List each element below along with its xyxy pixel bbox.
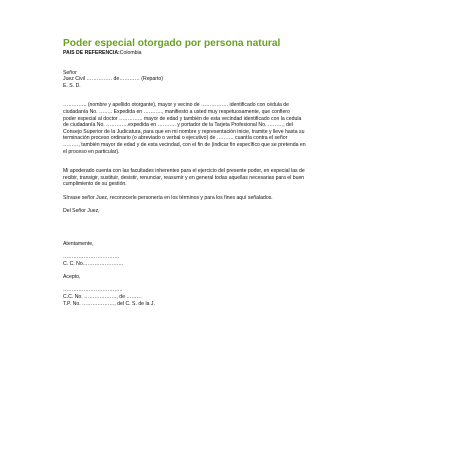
- paragraph-line: terminación proceso ordinario (o abreviado o verbal o ejecutivo) de ………. cuantía contra el señor: [63, 135, 288, 142]
- address-line: Señor: [63, 69, 77, 76]
- country-label: PAIS DE REFERENCIA:: [63, 50, 120, 56]
- country-reference: [63, 50, 395, 57]
- paragraph-power-grant: [63, 102, 395, 155]
- paragraph-line: recibir, transigir, sustituir, desistir, renunciar, reasumir y en general todas aquellas necesarias para el buen: [63, 174, 305, 181]
- accept-label: Acepto,: [63, 274, 81, 281]
- document-title: Poder especial otorgado por persona natural: [63, 38, 281, 49]
- signature-professional-card: T.P. No. ………………., del C. S. de la J.: [63, 300, 155, 307]
- paragraph-line: de ciudadanía No. ………….expedida en ……….. y portador de la Tarjeta Profesional No. ………, del: [63, 122, 293, 129]
- paragraph-line: Mi apoderado cuenta con las facultades inherentes para el ejercicio del presente poder, en especial las de: [63, 168, 305, 175]
- paragraph-faculties: [63, 168, 395, 188]
- paragraph-line: cumplimiento de su gestión.: [63, 181, 127, 188]
- paragraph-line: ciudadanía No. …….. Expedida en ……….., manifiesto a usted muy respetuosamente, que confiero: [63, 108, 290, 115]
- signature-id: C.C. No. ………………., de ………: [63, 294, 142, 301]
- paragraph-line: ………, también mayor de edad y de esta vecindad, con el fin de (indicar fin específico que se pretenda en: [63, 141, 306, 148]
- paragraph-line: poder especial al doctor ………….. mayor de edad y también de esta vecindad identificado con la cedula: [63, 115, 302, 122]
- addressee-block: [63, 70, 395, 90]
- paragraph-line: el proceso en particular).: [63, 148, 120, 155]
- signoff: Atentamente,: [63, 241, 94, 248]
- country-value: Colombia: [119, 50, 142, 56]
- paragraph-line: Consejo Superior de la Judicatura, para que en mi nombre y representación inicie, tramite y lleve hasta su: [63, 128, 305, 135]
- address-line: Juez Civil …………… de………… (Reparto): [63, 76, 163, 83]
- paragraph-line: ………….. (nombre y apellido otorgante), mayor y vecino de ……………. identificado con cédula de: [63, 102, 290, 109]
- signature-line: ……………………………: [63, 254, 120, 261]
- address-line: E. S. D.: [63, 82, 81, 89]
- closing-to: Del Señor Juez,: [63, 207, 100, 214]
- signature-grantor: [63, 254, 395, 267]
- paragraph-request: Sírvase señor Juez, reconocerle personería en los términos y para los fines aquí señalados.: [63, 194, 273, 201]
- signature-id: C. C. No.…………………..: [63, 261, 123, 268]
- signature-attorney: [63, 287, 395, 307]
- signature-line: ……………………………..: [63, 287, 123, 294]
